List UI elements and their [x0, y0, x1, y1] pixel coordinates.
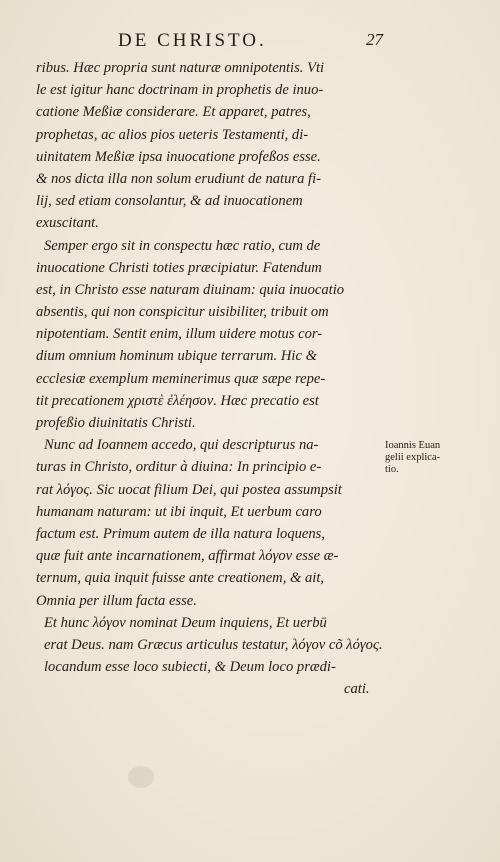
text-line: Omnia per illum facta esse. [36, 592, 197, 609]
text-line: factum est. Primum autem de illa natura loquens, [36, 525, 326, 542]
text-line: profeßio diuinitatis Christi. [36, 415, 196, 431]
text-line: cati. [344, 681, 370, 698]
text-line: inuocatione Christi toties præcipiatur. Fatendum [36, 259, 322, 276]
text-line: nipotentiam. Sentit enim, illum uidere motus cor- [36, 326, 323, 343]
text-line: ecclesiæ exemplum meminerimus quæ sæpe repe- [36, 370, 326, 387]
text-line: exuscitant. [36, 215, 99, 232]
text-line: turas in Christo, orditur à diuina: In principio e- [36, 459, 322, 476]
text-line: est, in Christo esse naturam diuinam: quia inuocatio [36, 281, 345, 298]
marginal-note-line: tio. [385, 464, 399, 475]
text-line: lij, sed etiam consolantur, & ad inuocationem [36, 193, 303, 210]
text-line: quæ fuit ante incarnationem, affirmat λόγον esse æ- [36, 548, 339, 565]
text-line: rat λόγος. Sic uocat filium Dei, qui postea assumpsit [36, 481, 342, 498]
text-line: Semper ergo sit in conspectu hæc ratio, cum de [44, 237, 321, 254]
marginal-note-line: Ioannis Euan [385, 440, 441, 451]
text-line: uinitatem Meßiæ ipsa inuocatione profeßos esse. [36, 148, 321, 165]
running-head: DE CHRISTO. [118, 30, 267, 51]
text-line: & nos dicta illa non solum erudiunt de natura fi- [36, 170, 321, 187]
text-line: le est igitur hanc doctrinam in prophetis de inuo- [36, 82, 324, 99]
page-number: 27 [366, 30, 383, 49]
text-line: ribus. Hæc propria sunt naturæ omnipotentis. Vti [36, 60, 325, 76]
text-line: catione Meßiæ considerare. Et apparet, patres, [36, 104, 311, 121]
text-line: locandum esse loco subiecti, & Deum loco prædi- [44, 659, 336, 676]
text-line: erat Deus. nam Græcus articulus testatur, λόγον cõ λόγος. [44, 636, 383, 653]
text-line: humanam naturam: ut ibi inquit, Et uerbum caro [36, 503, 322, 520]
text-line: tit precationem χριστὲ ἐλέησον. Hæc precatio est [36, 392, 319, 409]
body-text [36, 57, 402, 700]
text-line: ternum, quia inquit fuisse ante creationem, & ait, [36, 570, 325, 587]
text-line: absentis, qui non conspicitur uisibiliter, tribuit om [36, 304, 329, 321]
paper-stain [128, 766, 154, 788]
text-line: Nunc ad Ioannem accedo, qui descripturus na- [44, 437, 319, 454]
marginal-note-line: gelii explica- [385, 452, 441, 463]
text-line: prophetas, ac alios pios ueteris Testamenti, di- [36, 126, 309, 143]
marginal-note [385, 440, 495, 476]
text-line: dium omnium hominum ubique terrarum. Hic & [36, 348, 317, 365]
text-line: Et hunc λόγον nominat Deum inquiens, Et uerbū [44, 614, 327, 631]
